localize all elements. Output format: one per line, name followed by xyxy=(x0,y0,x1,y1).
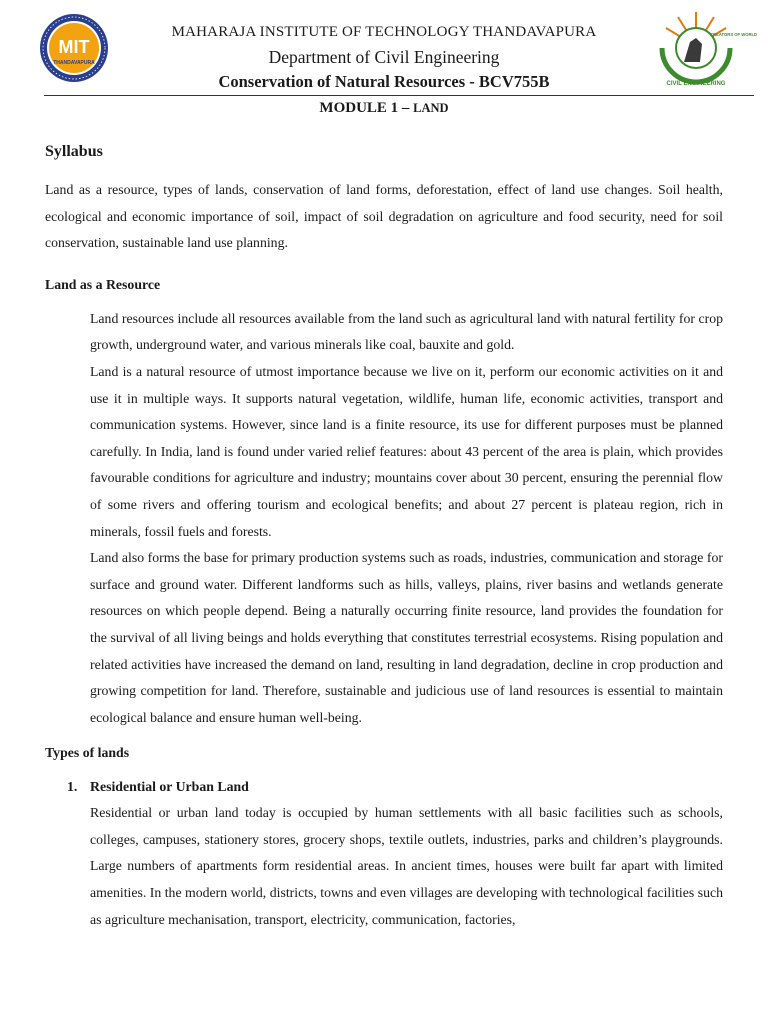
logo-subtext: THANDAVAPURA xyxy=(53,60,95,66)
module-prefix: MODULE 1 – xyxy=(319,100,410,116)
land-resource-section xyxy=(45,306,723,732)
land-resource-heading: Land as a Resource xyxy=(45,276,161,292)
list-item-title: Residential or Urban Land xyxy=(90,779,249,795)
department-name: Department of Civil Engineering xyxy=(268,47,500,67)
types-of-lands-heading: Types of lands xyxy=(45,745,130,761)
page-header xyxy=(0,0,768,130)
land-resource-paragraph: Land also forms the base for primary production systems such as roads, industries, communication and storage for surface and ground water. Different landforms such as hills, valleys, plains, river basins and wetlands generate resources on which people depend. Being a naturally occurring finite resource, land provides the foundation for the survival of all living beings and holds everything that constitutes terrestrial ecosystems. Rising population and related activities have increased the demand on land, resulting in land degradation, decline in crop production and growing competition for land. Therefore, sustainable and judicious use of land resources is essential to maintain ecological balance and ensure human well-being. xyxy=(90,550,723,725)
logo-caption: CIVIL ENGINEERING xyxy=(666,81,726,87)
logo-mark-text: MIT xyxy=(58,37,90,57)
course-title: Conservation of Natural Resources - BCV755B xyxy=(218,72,550,91)
list-item-text: Residential or urban land today is occupied by human settlements with all basic facilities such as schools, colleges, campuses, stationery stores, grocery shops, textile outlets, industries, parks and children’s playgrounds. Large numbers of apartments form residential areas. In ancient times, houses were built far apart with limited amenities. In the modern world, districts, towns and even villages are developing with technological facilities such as agriculture mechanisation, transport, electricity, communication, factories, xyxy=(90,805,723,927)
syllabus-text: Land as a resource, types of lands, conservation of land forms, deforestation, effect of land use changes. Soil health, ecological and economic importance of soil, impact of soil degradation on agriculture and food security, need for soil conservation, sustainable land use planning. xyxy=(45,182,723,251)
syllabus-heading: Syllabus xyxy=(45,143,103,160)
list-item xyxy=(45,774,723,933)
land-resource-paragraph: Land resources include all resources available from the land such as agricultural land with natural fertility for crop growth, underground water, and various minerals like coal, bauxite and gold. xyxy=(90,310,723,353)
land-resource-paragraph: Land is a natural resource of utmost importance because we live on it, perform our economic activities on it and use it in multiple ways. It supports natural vegetation, wildlife, human life, economic activities, transport and communication systems. However, since land is a finite resource, its use for different purposes must be planned carefully. In India, land is found under varied relief features: about 43 percent of the area is plain, which provides favourable conditions for agriculture and industry; mountains cover about 30 percent, ensuring the perennial flow of some rivers and offering tourism and ecological benefits; and about 27 percent is plateau region, rich in minerals, fossil fuels and forests. xyxy=(90,363,723,539)
institute-name: MAHARAJA INSTITUTE OF TECHNOLOGY THANDAVAPURA xyxy=(171,24,597,40)
civil-engineering-logo xyxy=(654,8,758,88)
list-number: 1. xyxy=(67,779,78,795)
logo-motto: CREATORS OF WORLD xyxy=(710,32,758,37)
module-title xyxy=(0,100,768,117)
document-body xyxy=(45,140,723,933)
module-topic: LAND xyxy=(413,101,449,115)
header-divider xyxy=(44,95,754,96)
